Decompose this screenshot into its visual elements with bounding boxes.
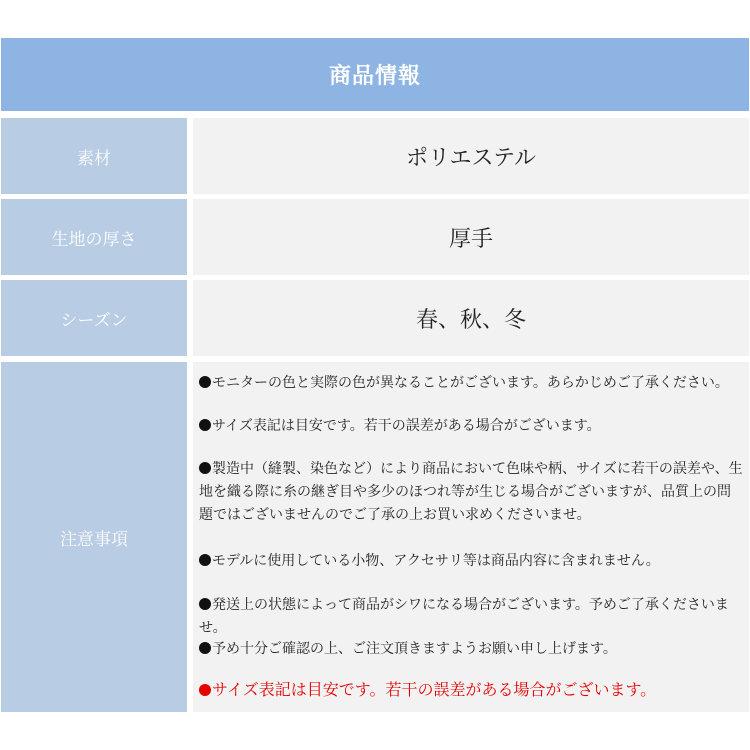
note-item-warning: [199, 678, 743, 701]
bullet-icon: [199, 554, 211, 566]
note-text: モデルに使用している小物、アクセサリ等は商品内容に含まれません。: [212, 553, 660, 569]
label-material: 素材: [1, 118, 187, 194]
note-text: 予め十分ご確認の上、ご注文頂きますようお願い申し上げます。: [212, 641, 617, 657]
bullet-icon: [199, 684, 211, 696]
label-season: シーズン: [1, 280, 187, 356]
note-text: モニターの色と実際の色が異なることがございます。あらかじめご了承ください。: [212, 375, 729, 391]
note-text: サイズ表記は目安です。若干の誤差がある場合がございます。: [212, 418, 601, 434]
note-item: [199, 594, 743, 640]
note-item: [199, 372, 743, 395]
note-text: 発送上の状態によって商品がシワになる場合がございます。予めご了承くださいませ。: [199, 597, 729, 636]
value-season: 春、秋、冬: [193, 280, 749, 356]
note-text-warning: サイズ表記は目安です。若干の誤差がある場合がございます。: [212, 680, 657, 699]
bullet-icon: [199, 598, 211, 610]
note-item: [199, 638, 743, 661]
bullet-icon: [199, 642, 211, 654]
bullet-icon: [199, 419, 211, 431]
label-notes: 注意事項: [1, 362, 187, 712]
notes-list: [193, 362, 749, 712]
label-fabric-thickness: 生地の厚さ: [1, 199, 187, 275]
note-item: [199, 415, 743, 438]
note-item: [199, 458, 743, 527]
value-material: ポリエステル: [193, 118, 749, 194]
bullet-icon: [199, 462, 211, 474]
table-title: 商品情報: [1, 38, 749, 111]
bullet-icon: [199, 376, 211, 388]
value-fabric-thickness: 厚手: [193, 199, 749, 275]
note-item: [199, 550, 743, 573]
note-text: 製造中（縫製、染色など）により商品において色味や柄、サイズに若干の誤差や、生地を織る際に糸の継ぎ目や多少のほつれ等が生じる場合がございますが、品質上の問題ではございませんのでご了承の上お買い求めくださいませ。: [199, 461, 743, 523]
